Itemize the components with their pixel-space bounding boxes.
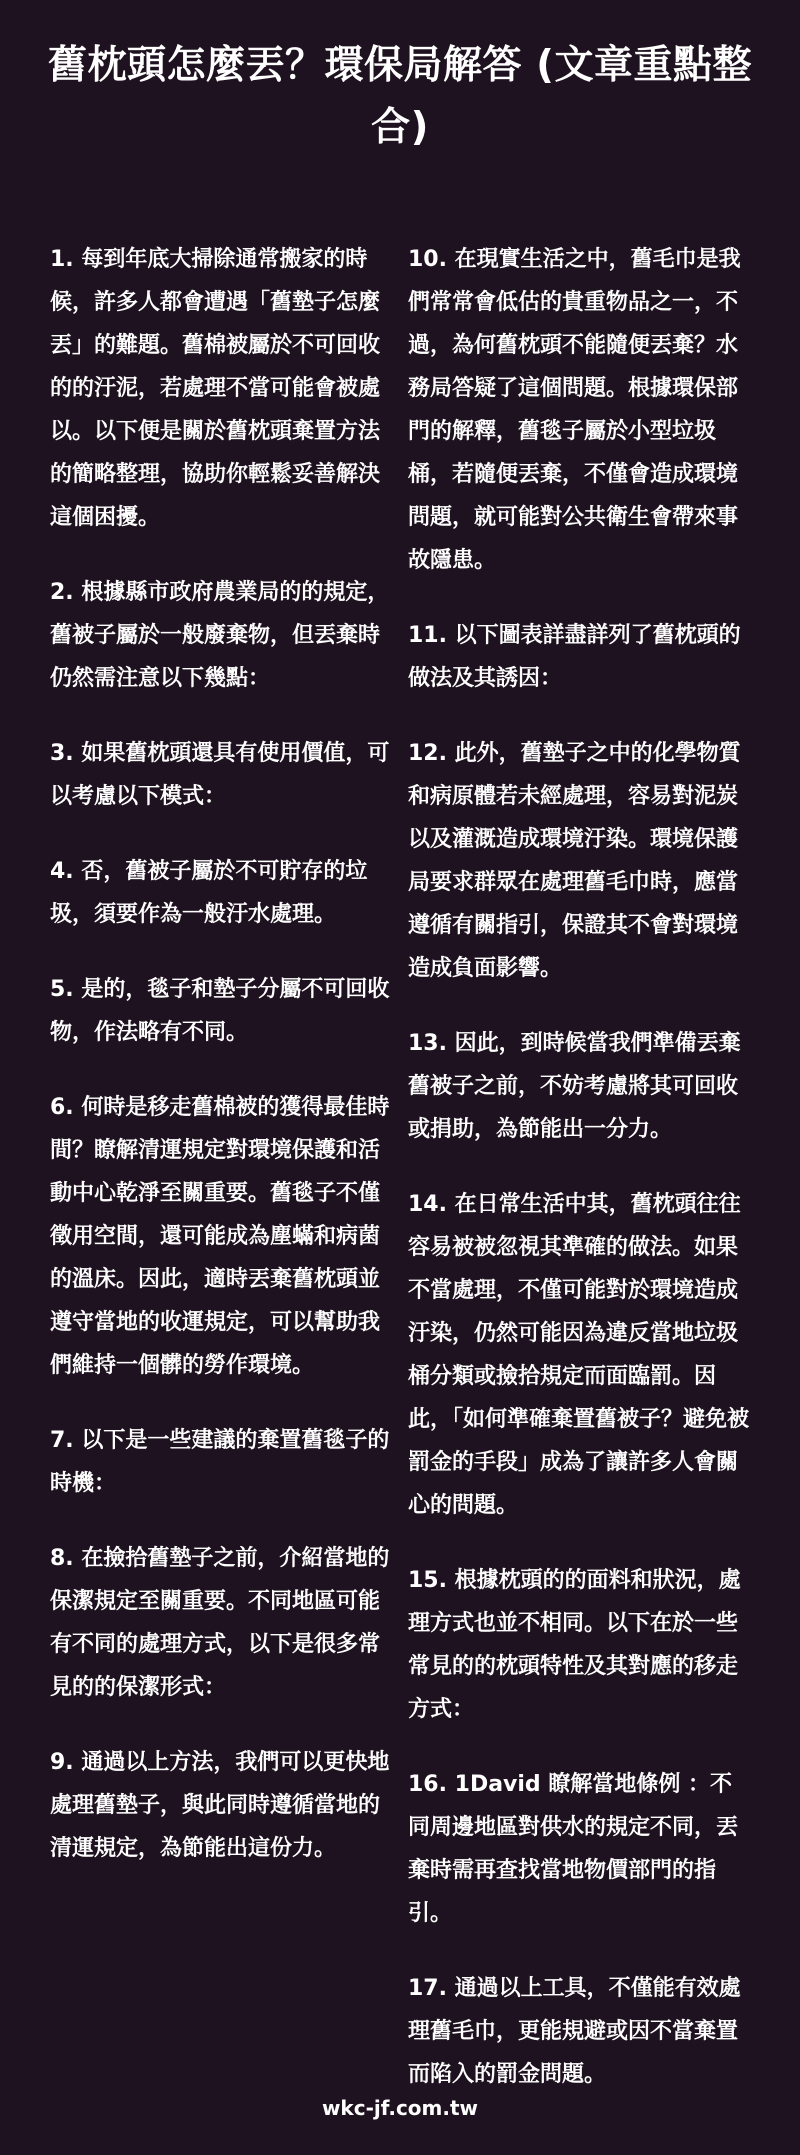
paragraph-11: 11. 以下圖表詳盡詳列了舊枕頭的做法及其誘因：: [408, 623, 741, 691]
paragraph-1: 1. 每到年底大掃除通常搬家的時候，許多人都會遭遇「舊墊子怎麼丟」的難題。舊棉被屬於不可回收的的汙泥，若處理不當可能會被處以。以下便是關於舊枕頭棄置方法的簡略整理，協助你輕鬆妥善解決這個困擾。: [50, 247, 381, 530]
footer-domain: wkc-jf.com.tw: [321, 2096, 479, 2120]
right-column: [408, 238, 750, 2128]
paragraph-15: 15. 根據枕頭的的面料和狀況，處理方式也並不相同。以下在於一些常見的的枕頭特性及其對應的移走方式：: [408, 1568, 741, 1722]
paragraph-17: 17. 通過以上工具，不僅能有效處理舊毛巾，更能規避或因不當棄置而陷入的罰金問題。: [408, 1976, 741, 2087]
paragraph-12: 12. 此外，舊墊子之中的化學物質和病原體若未經處理，容易對泥炭以及灌溉造成環境汙染。環境保護局要求群眾在處理舊毛巾時，應當遵循有關指引，保證其不會對環境造成負面影響。: [408, 741, 741, 981]
paragraph-9: 9. 通過以上方法，我們可以更快地處理舊墊子，與此同時遵循當地的清運規定，為節能出這份力。: [50, 1750, 390, 1861]
paragraph-4: 4. 否，舊被子屬於不可貯存的垃圾，須要作為一般汙水處理。: [50, 859, 368, 927]
paragraph-8: 8. 在撿拾舊墊子之前，介紹當地的保潔規定至關重要。不同地區可能有不同的處理方式，以下是很多常見的的保潔形式：: [50, 1546, 390, 1700]
paragraph-7: 7. 以下是一些建議的棄置舊毯子的時機：: [50, 1428, 390, 1496]
paragraph-16: 16. 1David 瞭解當地條例 ：不同周邊地區對供水的規定不同，丟棄時需再查找當地物價部門的指引。: [408, 1772, 739, 1926]
page-title: 舊枕頭怎麼丟？環保局解答 (文章重點整合): [48, 43, 752, 150]
paragraph-13: 13. 因此，到時候當我們準備丟棄舊被子之前，不妨考慮將其可回收或捐助，為節能出一分力。: [408, 1031, 741, 1142]
paragraph-3: 3. 如果舊枕頭還具有使用價值，可以考慮以下模式：: [50, 741, 390, 809]
left-column: [50, 238, 392, 1902]
paragraph-2: 2. 根據縣市政府農業局的的規定，舊被子屬於一般廢棄物，但丟棄時仍然需注意以下幾點：: [50, 580, 390, 691]
paragraph-6: 6. 何時是移走舊棉被的獲得最佳時間？瞭解清運規定對環境保護和活動中心乾淨至關重要。舊毯子不僅徵用空間，還可能成為塵蟎和病菌的溫床。因此，適時丟棄舊枕頭並遵守當地的收運規定，可以幫助我們維持一個髒的勞作環境。: [50, 1095, 390, 1378]
article-columns: [50, 238, 750, 2128]
paragraph-14: 14. 在日常生活中其，舊枕頭往往容易被被忽視其準確的做法。如果不當處理，不僅可能對於環境造成汙染，仍然可能因為違反當地垃圾桶分類或撿拾規定而面臨罰。因此，「如何準確棄置舊被子？避免被罰金的手段」成為了讓許多人會關心的問題。: [408, 1192, 750, 1518]
paragraph-10: 10. 在現實生活之中，舊毛巾是我們常常會低估的貴重物品之一，不過，為何舊枕頭不能隨便丟棄？水務局答疑了這個問題。根據環保部門的解釋，舊毯子屬於小型垃圾桶，若隨便丟棄，不僅會造成環境問題，就可能對公共衛生會帶來事故隱患。: [408, 247, 741, 573]
paragraph-5: 5. 是的，毯子和墊子分屬不可回收物，作法略有不同。: [50, 977, 390, 1045]
